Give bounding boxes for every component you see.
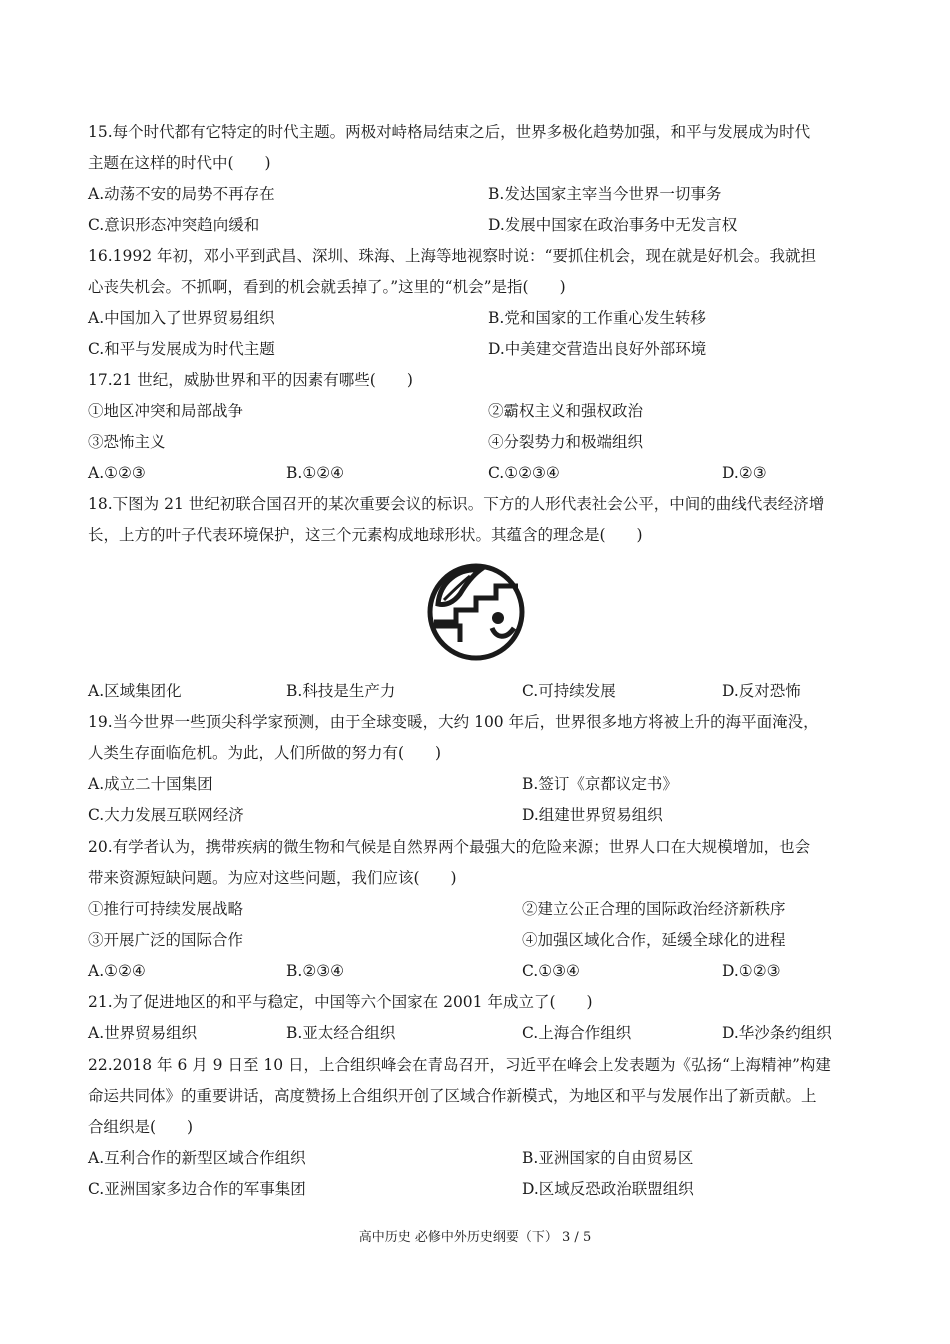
q21-option-b: B.亚太经合组织 bbox=[286, 1024, 396, 1042]
q17-item-3: ③恐怖主义 bbox=[88, 433, 166, 451]
q16-option-c: C.和平与发展成为时代主题 bbox=[88, 340, 275, 358]
q17-stem: 17.21 世纪，威胁世界和平的因素有哪些( ) bbox=[88, 371, 413, 389]
q21-stem: 21.为了促进地区的和平与稳定，中国等六个国家在 2001 年成立了( ) bbox=[88, 993, 593, 1011]
q17-option-c: C.①②③④ bbox=[488, 464, 560, 482]
q19-stem-line2: 人类生存面临危机。为此，人们所做的努力有( ) bbox=[88, 744, 442, 762]
page-footer: 高中历史 必修中外历史纲要（下） 3 / 5 bbox=[358, 1230, 592, 1245]
q22-stem-line2: 命运共同体》的重要讲话，高度赞扬上合组织开创了区域合作新模式，为地区和平与发展作出了新贡献。上 bbox=[88, 1087, 817, 1105]
q17-option-d: D.②③ bbox=[722, 464, 767, 482]
q16-option-a: A.中国加入了世界贸易组织 bbox=[88, 309, 275, 327]
q16-stem-line1: 16.1992 年初，邓小平到武昌、深圳、珠海、上海等地视察时说：“要抓住机会，现在就是好机会。我就担 bbox=[88, 247, 816, 265]
q21-option-c: C.上海合作组织 bbox=[522, 1024, 632, 1042]
q16-option-b: B.党和国家的工作重心发生转移 bbox=[488, 309, 706, 327]
q20-option-b: B.②③④ bbox=[286, 962, 345, 980]
q18-option-c: C.可持续发展 bbox=[522, 682, 616, 700]
q21-option-d: D.华沙条约组织 bbox=[722, 1024, 832, 1042]
q19-option-d: D.组建世界贸易组织 bbox=[522, 806, 663, 824]
q21-option-a: A.世界贸易组织 bbox=[88, 1024, 198, 1042]
q17-option-b: B.①②④ bbox=[286, 464, 345, 482]
q15-option-c: C.意识形态冲突趋向缓和 bbox=[88, 216, 260, 234]
q16-option-d: D.中美建交营造出良好外部环境 bbox=[488, 340, 707, 358]
q22-option-b: B.亚洲国家的自由贸易区 bbox=[522, 1149, 694, 1167]
q20-item-3: ③开展广泛的国际合作 bbox=[88, 931, 244, 949]
q22-option-a: A.互利合作的新型区域合作组织 bbox=[88, 1149, 306, 1167]
q22-stem-line1: 22.2018 年 6 月 9 日至 10 日，上合组织峰会在青岛召开，习近平在峰会上发表题为《弘扬“上海精神”构建 bbox=[88, 1056, 831, 1074]
q15-option-b: B.发达国家主宰当今世界一切事务 bbox=[488, 185, 722, 203]
q16-stem-line2: 心丧失机会。不抓啊，看到的机会就丢掉了。”这里的“机会”是指( ) bbox=[88, 278, 566, 296]
q19-option-c: C.大力发展互联网经济 bbox=[88, 806, 244, 824]
q18-option-d: D.反对恐怖 bbox=[722, 682, 801, 700]
q20-stem-line2: 带来资源短缺问题。为应对这些问题，我们应该( ) bbox=[88, 869, 457, 887]
q20-option-a: A.①②④ bbox=[88, 962, 146, 980]
q15-option-a: A.动荡不安的局势不再存在 bbox=[88, 185, 275, 203]
q18-option-a: A.区域集团化 bbox=[88, 682, 182, 700]
q20-stem-line1: 20.有学者认为，携带疾病的微生物和气候是自然界两个最强大的危险来源；世界人口在大规模增加，也会 bbox=[88, 838, 811, 856]
q19-option-b: B.签订《京都议定书》 bbox=[522, 775, 678, 793]
q20-item-1: ①推行可持续发展战略 bbox=[88, 900, 244, 918]
q17-option-a: A.①②③ bbox=[88, 464, 146, 482]
q20-option-d: D.①②③ bbox=[722, 962, 781, 980]
q20-item-4: ④加强区域化合作，延缓全球化的进程 bbox=[522, 931, 786, 949]
q15-stem-line1: 15.每个时代都有它特定的时代主题。两极对峙格局结束之后，世界多极化趋势加强，和平与发展成为时代 bbox=[88, 123, 811, 141]
q19-option-a: A.成立二十国集团 bbox=[88, 775, 213, 793]
q18-stem-line1: 18.下图为 21 世纪初联合国召开的某次重要会议的标识。下方的人形代表社会公平，中间的曲线代表经济增 bbox=[88, 495, 825, 513]
q22-option-d: D.区域反恐政治联盟组织 bbox=[522, 1180, 694, 1198]
q18-option-b: B.科技是生产力 bbox=[286, 682, 396, 700]
q17-item-2: ②霸权主义和强权政治 bbox=[488, 402, 644, 420]
q17-item-4: ④分裂势力和极端组织 bbox=[488, 433, 644, 451]
q15-stem-line2: 主题在这样的时代中( ) bbox=[88, 154, 271, 172]
q19-stem-line1: 19.当今世界一些顶尖科学家预测，由于全球变暖，大约 100 年后，世界很多地方将被上升的海平面淹没， bbox=[88, 713, 819, 731]
q15-option-d: D.发展中国家在政治事务中无发言权 bbox=[488, 216, 738, 234]
q18-stem-line2: 长，上方的叶子代表环境保护，这三个元素构成地球形状。其蕴含的理念是( ) bbox=[88, 526, 643, 544]
q20-option-c: C.①③④ bbox=[522, 962, 580, 980]
q22-stem-line3: 合组织是( ) bbox=[88, 1118, 194, 1136]
q17-item-1: ①地区冲突和局部战争 bbox=[88, 402, 244, 420]
earth-leaf-person-logo-icon bbox=[426, 562, 526, 662]
q20-item-2: ②建立公正合理的国际政治经济新秩序 bbox=[522, 900, 786, 918]
q22-option-c: C.亚洲国家多边合作的军事集团 bbox=[88, 1180, 306, 1198]
